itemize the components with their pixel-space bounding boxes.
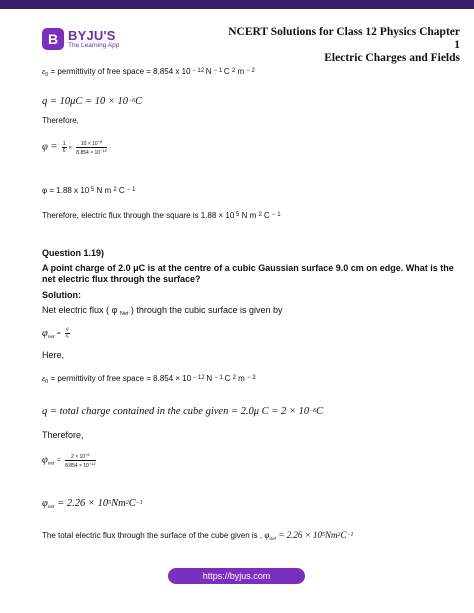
- title-line-1: NCERT Solutions for Class 12 Physics Chapter 1: [228, 26, 460, 51]
- footer-url-link[interactable]: https://byjus.com: [168, 568, 305, 584]
- fraction-q-eps: $\frac{q}{\text{ε₀}}$: [65, 327, 70, 340]
- title-line-2: Electric Charges and Fields: [324, 52, 460, 64]
- flux-result-1: φ = 1.88 x 10 $^5$ N m $^2$ C $^{- 1}$: [42, 186, 136, 195]
- fraction-q-over-eps: $\frac{10 \times 10^{-6}}{8.854 \times 10^{-12}}$: [76, 139, 107, 156]
- net-flux-formula: $\varphi_{net}$ = $\frac{q}{\text{ε₀}}$: [42, 327, 70, 340]
- charge-equation-1: q = 10μC = 10 × 10−6C: [42, 96, 143, 107]
- question-title: Question 1.19): [42, 248, 105, 258]
- question-line-1: A point charge of 2.0 μC is at the centre of a cubic Gaussian surface 9.0 cm on edge. What is the: [42, 263, 454, 273]
- epsilon-symbol-2: ε: [42, 374, 46, 383]
- charge-equation-2: q = total charge contained in the cube given = 2.0μ C = 2 × 10−6C: [42, 406, 324, 417]
- epsilon-definition-2: $\varepsilon_0$ = permittivity of free space = 8.854 × 10 $^{- 12}$ N $^{- 1}$ C $^2$ m $^{- 2}$: [42, 374, 256, 385]
- logo-name: BYJU'S: [68, 27, 116, 43]
- therefore-1: Therefore,: [42, 116, 79, 125]
- question-line-2: net electric flux through the surface?: [42, 274, 201, 284]
- net-flux-substitution: $\varphi_{net}$ = $\frac{2 \times 10^{-6}}{8.854 \times 10^{-12}}$: [42, 452, 96, 469]
- fraction-one-sixth: $\frac{1}{6}$: [62, 141, 66, 154]
- byjus-logo[interactable]: [42, 27, 138, 51]
- fraction-charge-over-eps: $\frac{2 \times 10^{-6}}{8.854 \times 10^{-12}}$: [65, 452, 96, 469]
- flux-formula-1: φ = $\frac{1}{6}$ × $\frac{10 \times 10^{-6}}{8.854 \times 10^{-12}}$: [42, 139, 107, 156]
- conclusion-1: Therefore, electric flux through the square is 1.88 × 10 $^5$ N m $^2$ C $^{- 1}$: [42, 211, 281, 220]
- logo-text: [68, 29, 119, 50]
- here-label: Here,: [42, 350, 65, 360]
- solution-label: Solution:: [42, 290, 81, 300]
- logo-mark-icon: B: [42, 28, 64, 50]
- net-flux-text: Net electric flux ( φ $_{Net}$ ) through the cubic surface is given by: [42, 305, 283, 317]
- epsilon-definition-1: $\varepsilon_0$ = permittivity of free space = 8.854 x 10 $^{- 12}$ N $^{- 1}$ C $^2$ m $^{- 2}$: [42, 67, 255, 78]
- final-statement: The total electric flux through the surface of the cube given is , $\varphi_{net} = 2.26 \times 10^5Nm^2C^{-1}$: [42, 530, 354, 542]
- therefore-2: Therefore,: [42, 430, 84, 440]
- net-flux-result: $\varphi_{net} = 2.26 \times 105Nm2C-1$: [42, 498, 143, 510]
- logo-tagline: The Learning App: [68, 41, 120, 49]
- page-title: [220, 26, 460, 65]
- top-bar: [0, 0, 474, 9]
- epsilon-symbol: ε: [42, 67, 46, 76]
